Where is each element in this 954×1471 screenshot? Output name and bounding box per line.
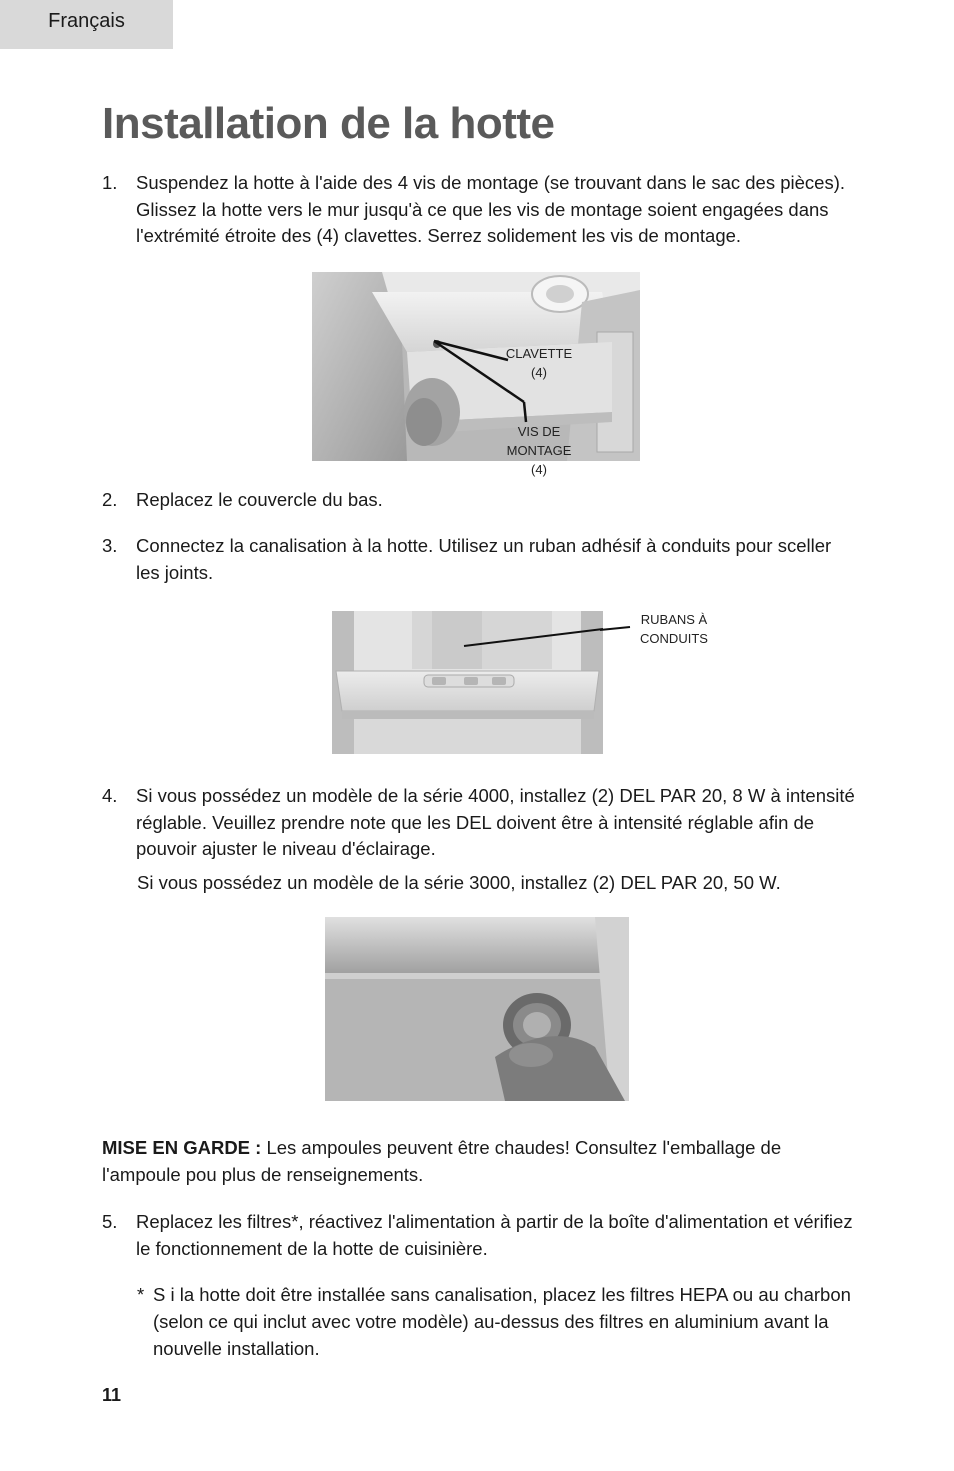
step-text: Replacez les filtres*, réactivez l'alimentation à partir de la boîte d'alimentation et vérifiez le fonctionnement de la hotte de cuisinière.	[136, 1211, 853, 1259]
step-text: Si vous possédez un modèle de la série 4000, installez (2) DEL PAR 20, 8 W à intensité réglable. Veuillez prendre note que les DEL doivent être à intensité réglable afin de pouvoir ajuster le niveau d'éclairage.	[136, 785, 855, 859]
photo-bulb	[325, 917, 629, 1101]
step-4-extra: Si vous possédez un modèle de la série 3000, installez (2) DEL PAR 20, 50 W.	[137, 872, 781, 893]
step-5	[102, 1209, 862, 1262]
figure-duct-tape	[332, 611, 603, 754]
callout-line-extension	[600, 618, 632, 632]
step-text: Suspendez la hotte à l'aide des 4 vis de montage (se trouvant dans le sac des pièces). Glissez la hotte vers le mur jusqu'à ce que les vis de montage soient engagées dans l'extrémité étroite des (4) clavettes. Serrez solidement les vis de montage.	[136, 172, 846, 246]
step-2	[102, 487, 902, 514]
step-text: Replacez le couvercle du bas.	[136, 489, 383, 510]
step-number: 4.	[102, 785, 118, 806]
photo-hood-underside	[312, 272, 640, 461]
step-4	[102, 783, 862, 863]
caution-text: Les ampoules peuvent être chaudes! Consultez l'emballage de l'ampoule pou plus de renseignements.	[102, 1137, 782, 1185]
footnote-ductless	[137, 1281, 857, 1362]
step-number: 2.	[102, 489, 118, 510]
page-number: 11	[102, 1385, 122, 1405]
figure-bulb-install	[325, 917, 629, 1101]
caution-label: MISE EN GARDE :	[102, 1137, 262, 1158]
step-number: 3.	[102, 535, 118, 556]
step-number: 1.	[102, 172, 118, 193]
page-title: Installation de la hotte	[102, 99, 555, 148]
step-1	[102, 170, 902, 250]
step-text: Connectez la canalisation à la hotte. Utilisez un ruban adhésif à conduits pour sceller les joints.	[136, 535, 832, 583]
photo-hood-front	[332, 611, 603, 754]
footnote-asterisk: *	[137, 1284, 145, 1305]
step-number: 5.	[102, 1211, 118, 1232]
step-3	[102, 533, 842, 586]
callout-vis-de-montage: VIS DE MONTAGE (4)	[506, 424, 572, 477]
callout-rubans-a-conduits: RUBANS À CONDUITS	[640, 612, 708, 646]
footnote-text: S i la hotte doit être installée sans canalisation, placez les filtres HEPA ou au charbon (selon ce qui inclut avec votre modèle) au-dessus des filtres en aluminium avant la nouvelle installation.	[153, 1284, 851, 1359]
language-tab: Français	[0, 0, 173, 49]
caution-warning	[102, 1134, 862, 1188]
callout-clavette: CLAVETTE (4)	[505, 346, 573, 380]
figure-mounting-screws	[312, 272, 640, 461]
